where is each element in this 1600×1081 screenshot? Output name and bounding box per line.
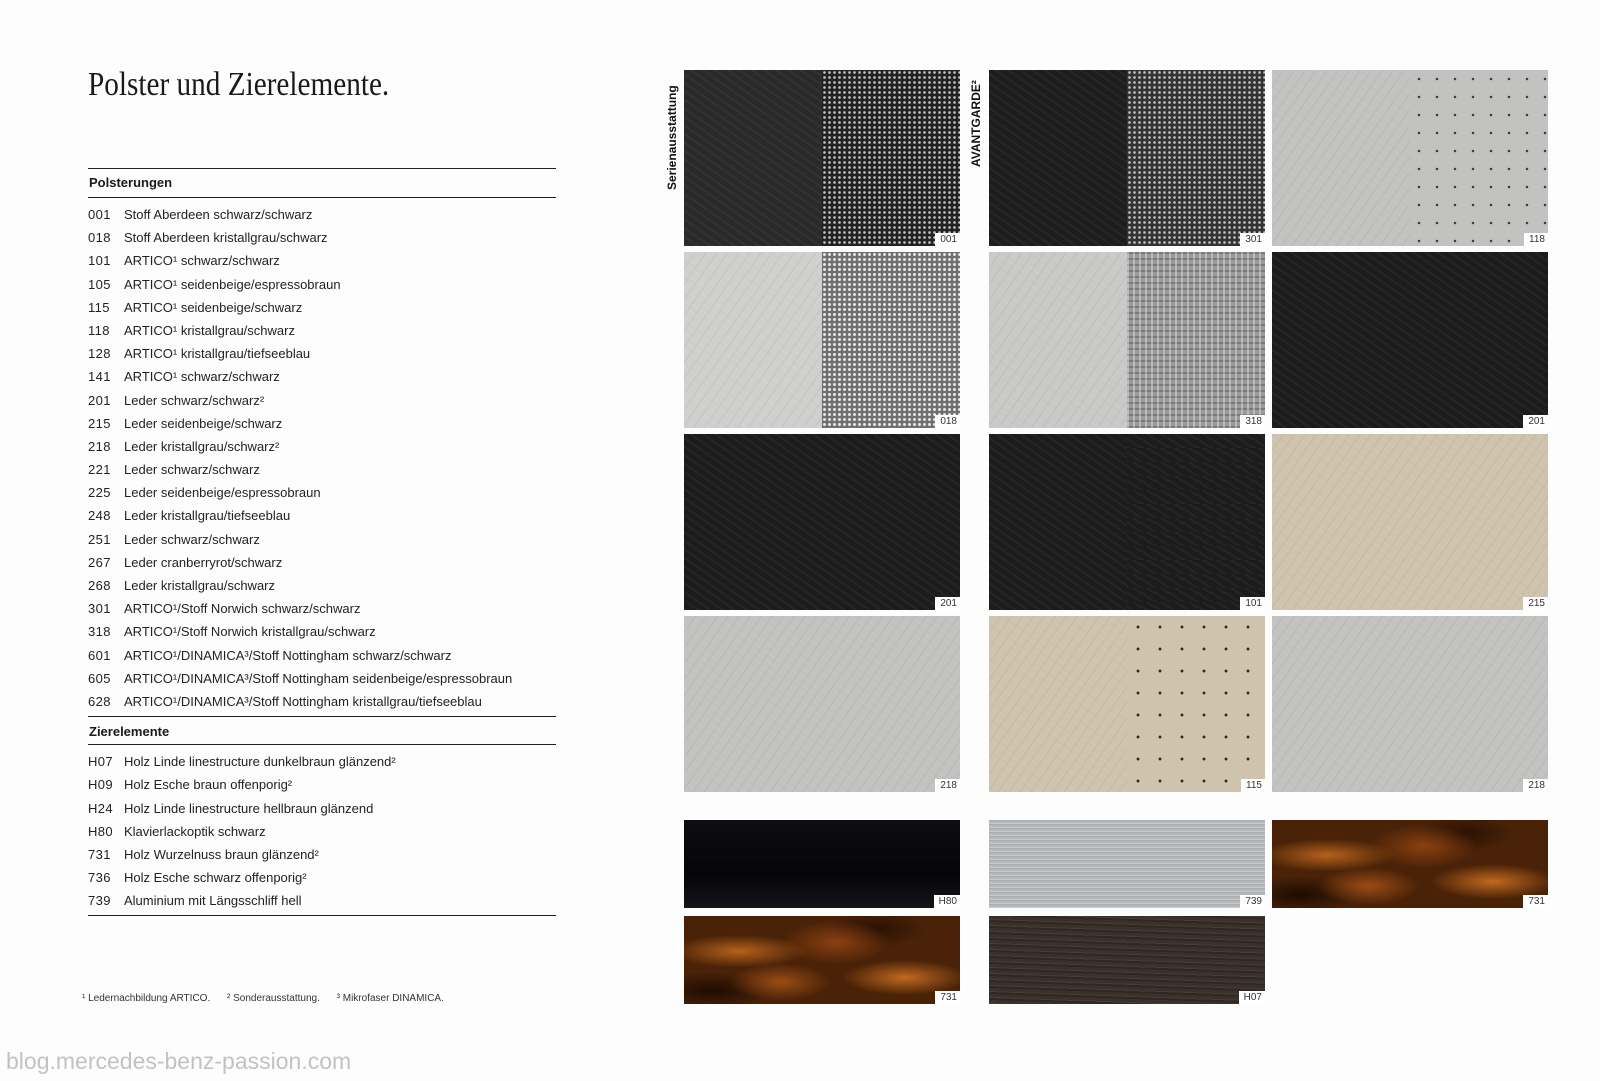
item-code: 318 <box>88 624 111 640</box>
list-item <box>88 389 556 412</box>
item-description: Leder cranberryrot/schwarz <box>124 554 283 570</box>
item-code: H09 <box>88 777 114 793</box>
list-item <box>88 797 556 820</box>
swatch-code-label: 101 <box>1240 597 1265 610</box>
avantgarde-label: AVANTGARDE² <box>969 80 983 167</box>
swatch-101 <box>989 434 1265 610</box>
equipment-list <box>88 168 556 916</box>
list-item <box>88 203 556 226</box>
item-code: 301 <box>88 601 111 617</box>
swatch-731 <box>1272 820 1548 908</box>
item-description: Leder schwarz/schwarz <box>124 462 260 478</box>
item-description: ARTICO¹/Stoff Norwich schwarz/schwarz <box>124 601 361 617</box>
item-description: Klavierlackoptik schwarz <box>124 823 266 839</box>
swatch-code-label: 201 <box>1523 415 1548 428</box>
list-item <box>88 773 556 796</box>
item-code: 628 <box>88 693 111 709</box>
item-code: 731 <box>88 846 111 862</box>
watermark: blog.mercedes-benz-passion.com <box>6 1048 352 1074</box>
swatch-301 <box>989 70 1265 246</box>
item-description: Stoff Aberdeen kristallgrau/schwarz <box>124 230 328 246</box>
item-code: 105 <box>88 276 111 292</box>
swatch-739 <box>989 820 1265 908</box>
swatch-115 <box>989 616 1265 792</box>
list-item <box>88 644 556 667</box>
swatch-code-label: 731 <box>1523 895 1548 908</box>
item-code: 601 <box>88 647 111 663</box>
item-code: 248 <box>88 508 111 524</box>
list-item <box>88 504 556 527</box>
item-code: 018 <box>88 230 111 246</box>
item-code: 739 <box>88 893 111 909</box>
item-description: ARTICO¹ schwarz/schwarz <box>124 253 280 269</box>
swatch-318 <box>989 252 1265 428</box>
item-code: 605 <box>88 670 111 686</box>
swatch-218 <box>684 616 960 792</box>
list-item <box>88 889 556 912</box>
swatch-code-label: 318 <box>1240 415 1265 428</box>
item-description: ARTICO¹ schwarz/schwarz <box>124 369 280 385</box>
item-description: Holz Linde linestructure hellbraun glänzend <box>124 800 374 816</box>
item-code: 268 <box>88 578 111 593</box>
swatch-code-label: 215 <box>1523 597 1548 610</box>
item-description: Holz Esche braun offenporig² <box>124 777 293 793</box>
list-item <box>88 551 556 574</box>
item-code: 221 <box>88 462 111 478</box>
item-description: ARTICO¹/DINAMICA³/Stoff Nottingham schwarz/schwarz <box>124 647 452 663</box>
item-description: Holz Wurzelnuss braun glänzend² <box>124 846 319 862</box>
item-description: ARTICO¹ seidenbeige/espressobraun <box>124 276 341 292</box>
list-item <box>88 750 556 773</box>
swatch-code-label: 001 <box>935 233 960 246</box>
item-description: Leder seidenbeige/espressobraun <box>124 485 321 501</box>
list-item <box>88 481 556 504</box>
footnote: ³ Mikrofaser DINAMICA. <box>336 993 444 1004</box>
swatch-118 <box>1272 70 1548 246</box>
item-code: 267 <box>88 554 111 570</box>
item-code: 001 <box>88 207 111 222</box>
item-code: 101 <box>88 253 111 269</box>
swatch-code-label: 301 <box>1240 233 1265 246</box>
item-description: ARTICO¹/DINAMICA³/Stoff Nottingham kristallgrau/tiefseeblau <box>124 693 482 709</box>
list-item <box>88 574 556 597</box>
list-item <box>88 528 556 551</box>
list-item <box>88 412 556 435</box>
item-description: Holz Esche schwarz offenporig² <box>124 870 307 886</box>
item-description: Aluminium mit Längsschliff hell <box>124 893 302 909</box>
item-description: Leder kristallgrau/schwarz <box>124 578 276 593</box>
list-item <box>88 226 556 249</box>
list-item <box>88 342 556 365</box>
list-item <box>88 273 556 296</box>
swatch-code-label: 739 <box>1240 895 1265 908</box>
list-item <box>88 296 556 319</box>
swatch-201 <box>1272 252 1548 428</box>
swatch-code-label: 115 <box>1241 779 1265 792</box>
list-item <box>88 435 556 458</box>
swatch-h07 <box>989 916 1265 1004</box>
item-description: Leder schwarz/schwarz <box>124 531 260 547</box>
list-item <box>88 690 556 713</box>
item-description: Leder kristallgrau/tiefseeblau <box>124 508 291 524</box>
upholstery-list <box>88 198 556 716</box>
swatch-215 <box>1272 434 1548 610</box>
item-description: ARTICO¹ kristallgrau/tiefseeblau <box>124 346 311 362</box>
item-description: ARTICO¹ kristallgrau/schwarz <box>124 322 295 338</box>
swatch-code-label: H80 <box>934 895 960 908</box>
item-code: 736 <box>88 870 111 886</box>
item-description: Leder seidenbeige/schwarz <box>124 415 283 431</box>
item-code: 118 <box>88 322 110 338</box>
swatch-001 <box>684 70 960 246</box>
item-code: H07 <box>88 754 114 770</box>
footnote: ² Sonderausstattung. <box>227 993 320 1004</box>
list-item <box>88 249 556 272</box>
trim-list <box>88 745 556 915</box>
swatch-218 <box>1272 616 1548 792</box>
list-item <box>88 365 556 388</box>
swatch-code-label: 018 <box>935 415 960 428</box>
swatch-code-label: 218 <box>1523 779 1548 792</box>
swatch-code-label: 201 <box>935 597 960 610</box>
item-code: H24 <box>88 800 114 816</box>
item-code: 201 <box>88 392 111 408</box>
footnote: ¹ Ledernachbildung ARTICO. <box>82 993 211 1004</box>
item-description: Holz Linde linestructure dunkelbraun glänzend² <box>124 754 396 770</box>
list-item <box>88 667 556 690</box>
list-item <box>88 597 556 620</box>
standard-label: Serienausstattung <box>665 85 679 190</box>
footnotes <box>82 993 458 1004</box>
list-item <box>88 820 556 843</box>
list-item <box>88 620 556 643</box>
item-description: ARTICO¹/DINAMICA³/Stoff Nottingham seidenbeige/espressobraun <box>124 670 513 686</box>
item-code: 225 <box>88 485 111 501</box>
upholstery-heading: Polsterungen <box>89 175 173 190</box>
list-item <box>88 866 556 889</box>
item-code: 128 <box>88 346 111 362</box>
item-code: 215 <box>88 415 111 431</box>
item-code: H80 <box>88 823 114 839</box>
swatch-code-label: 731 <box>935 991 960 1004</box>
list-item <box>88 319 556 342</box>
divider <box>88 915 556 916</box>
item-description: ARTICO¹ seidenbeige/schwarz <box>124 299 303 315</box>
swatch-018 <box>684 252 960 428</box>
trim-heading: Zierelemente <box>89 724 170 740</box>
page-title: Polster und Zierelemente. <box>88 66 390 103</box>
swatch-h80 <box>684 820 960 908</box>
item-code: 251 <box>88 531 111 547</box>
swatch-code-label: H07 <box>1239 991 1265 1004</box>
item-description: Leder kristallgrau/schwarz² <box>124 438 280 454</box>
swatch-201 <box>684 434 960 610</box>
item-description: ARTICO¹/Stoff Norwich kristallgrau/schwarz <box>124 624 376 640</box>
list-item <box>88 843 556 866</box>
swatch-code-label: 218 <box>935 779 960 792</box>
item-code: 218 <box>88 438 111 454</box>
list-item <box>88 458 556 481</box>
swatch-code-label: 118 <box>1524 233 1548 246</box>
swatch-731 <box>684 916 960 1004</box>
item-description: Stoff Aberdeen schwarz/schwarz <box>124 207 313 222</box>
item-code: 141 <box>88 369 111 385</box>
item-description: Leder schwarz/schwarz² <box>124 392 265 408</box>
item-code: 115 <box>88 299 110 315</box>
